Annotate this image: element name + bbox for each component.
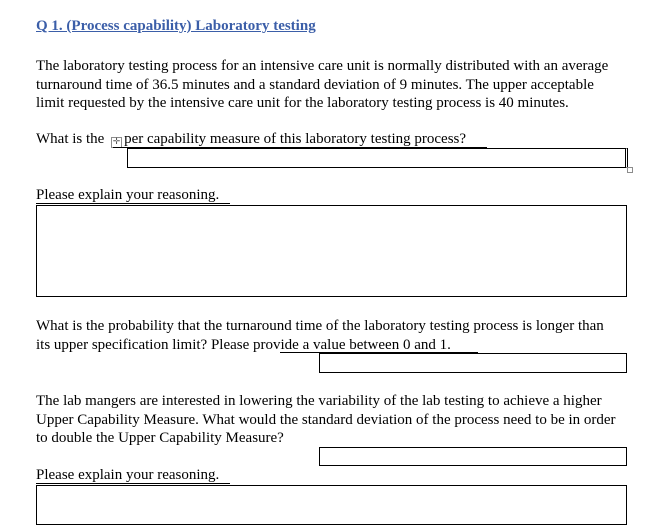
intro-line: limit requested by the intensive care unit for the laboratory testing process is 40 minutes. — [36, 95, 569, 112]
question-2-line: What is the probability that the turnaround time of the laboratory testing process is longer than — [36, 318, 604, 334]
question-2-line: its upper specification limit? Please provide a value between 0 and 1. — [36, 336, 451, 353]
explain-label-1: Please explain your reasoning. — [36, 187, 220, 203]
probability-answer-field[interactable] — [319, 353, 627, 373]
resize-handle-icon[interactable] — [627, 167, 633, 173]
question-1-text — [36, 131, 466, 148]
question-3-line: Upper Capability Measure. What would the standard deviation of the process need to be in order — [36, 411, 616, 428]
reasoning-textarea-1[interactable] — [36, 205, 627, 297]
move-anchor-icon[interactable]: ✛ — [112, 137, 121, 147]
intro-line: turnaround time of 36.5 minutes and a standard deviation of 9 minutes. The upper acceptable — [36, 76, 594, 93]
explain-label-1-underline — [36, 203, 230, 204]
question-3-line: The lab mangers are interested in lowering the variability of the lab testing to achieve a higher — [36, 393, 602, 409]
question-2-text — [36, 317, 651, 354]
explain-label-2: Please explain your reasoning. — [36, 467, 220, 483]
reasoning-textarea-2[interactable] — [36, 485, 627, 525]
intro-line: The laboratory testing process for an intensive care unit is normally distributed with an average — [36, 58, 609, 74]
question-1-prefix: What is the — [36, 131, 109, 147]
question-1-suffix: per capability measure of this laboratory testing process? — [124, 131, 467, 147]
question-3-line: to double the Upper Capability Measure? — [36, 430, 284, 447]
capability-answer-field[interactable] — [127, 148, 628, 168]
explain-label-2-underline — [36, 483, 230, 484]
question-heading: Q 1. (Process capability) Laboratory testing — [36, 18, 316, 34]
question-3-text — [36, 392, 651, 448]
intro-paragraph — [36, 57, 651, 113]
std-dev-answer-field[interactable] — [319, 447, 627, 466]
